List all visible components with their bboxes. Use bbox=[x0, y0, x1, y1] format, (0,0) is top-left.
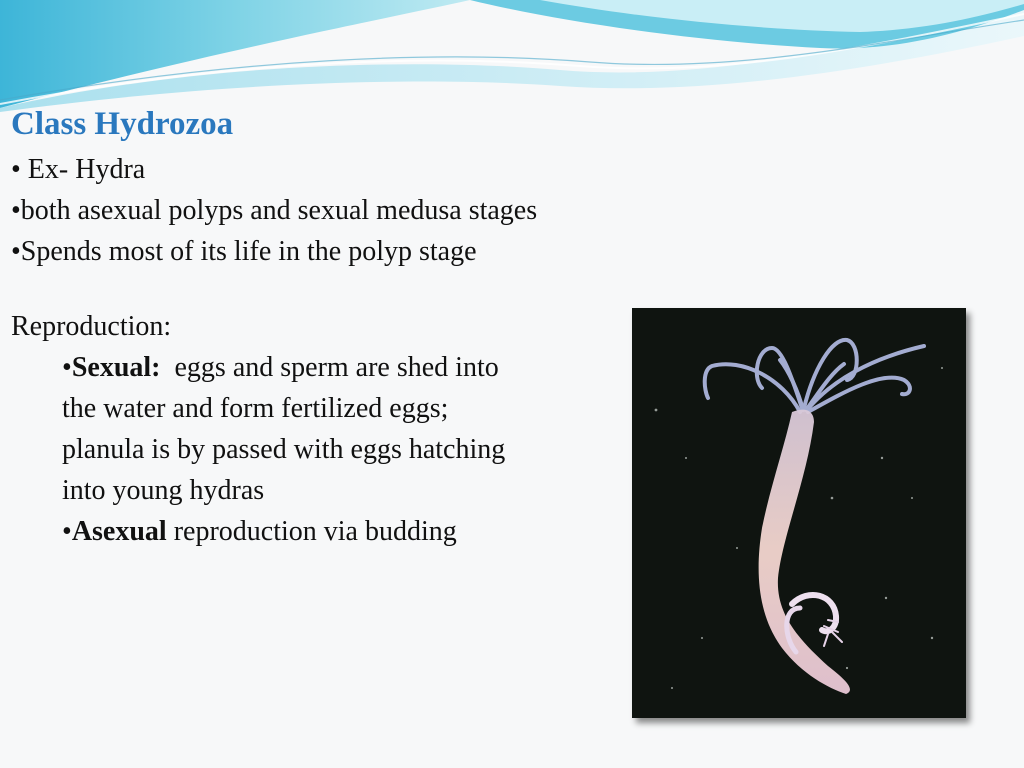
sexual-label: Sexual: bbox=[71, 352, 161, 383]
bullet-polyp-stage: •Spends most of its life in the polyp stage bbox=[11, 236, 477, 267]
asexual-text: reproduction via budding bbox=[173, 516, 457, 547]
bullet-mark: • bbox=[62, 352, 72, 383]
header-wave-banner bbox=[0, 0, 1024, 120]
hydra-photo bbox=[632, 308, 966, 718]
sexual-text-line: into young hydras bbox=[62, 475, 265, 506]
asexual-label: Asexual bbox=[71, 516, 167, 547]
sexual-text: eggs and sperm are shed into bbox=[174, 352, 499, 383]
bullet-example: • Ex- Hydra bbox=[11, 154, 146, 185]
reproduction-heading: Reproduction: bbox=[11, 311, 172, 342]
asexual-reproduction-item bbox=[62, 515, 457, 549]
bullet-stages: •both asexual polyps and sexual medusa stages bbox=[11, 195, 538, 226]
sexual-text-line: the water and form fertilized eggs; bbox=[62, 393, 449, 424]
sexual-reproduction-item bbox=[62, 351, 499, 385]
bullet-mark: • bbox=[62, 516, 72, 547]
sexual-text-line: planula is by passed with eggs hatching bbox=[62, 434, 506, 465]
slide-title: Class Hydrozoa bbox=[11, 106, 234, 142]
